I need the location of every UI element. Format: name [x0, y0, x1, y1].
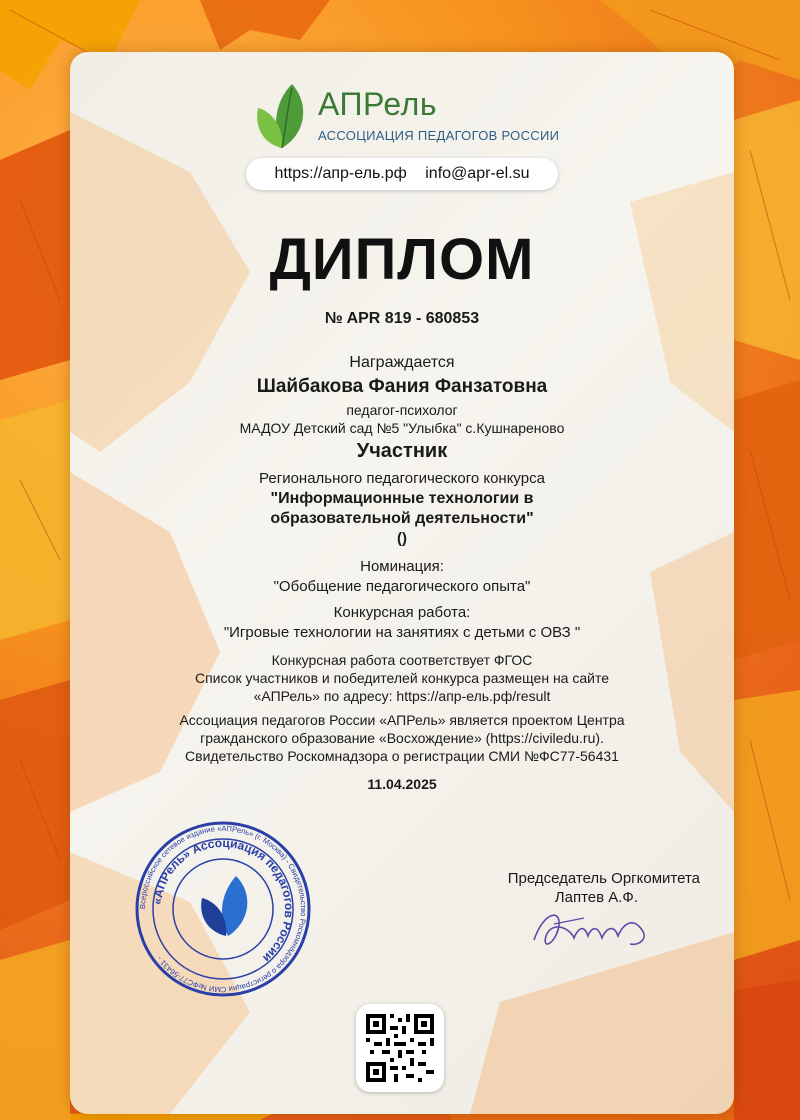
nomination-label: Номинация:: [360, 558, 444, 575]
logo-name: АПРель: [318, 86, 437, 122]
issue-date: 11.04.2025: [367, 776, 437, 792]
awarded-label: Награждается: [349, 354, 455, 371]
contest-name-line1: "Информационные технологии в: [270, 490, 534, 507]
chairman-name: Лаптев А.Ф.: [554, 889, 638, 906]
association-line1: Ассоциация педагогов России «АПРель» является проектом Центра: [179, 712, 625, 728]
qr-code-icon: [366, 1014, 434, 1082]
logo-subtitle: АССОЦИАЦИЯ ПЕДАГОГОВ РОССИИ: [318, 128, 560, 143]
award-status: Участник: [356, 440, 448, 462]
svg-text:«АПРель» Ассоциация педагогов: [150, 836, 296, 965]
note-fgos: Конкурсная работа соответствует ФГОС: [271, 652, 533, 668]
chairman-signature: [524, 900, 664, 960]
association-line2: гражданского образование «Восхождение» (https://civiledu.ru).: [200, 730, 604, 746]
work-value: "Игровые технологии на занятиях с детьми с ОВЗ ": [223, 624, 581, 641]
leaf-logo-icon: [252, 82, 308, 154]
website-link[interactable]: https://апр-ель.рф: [274, 165, 407, 182]
stamp-outer-text: Всероссийское сетевое издание «АПРель» (г. Москва) - Свидетельство Роскомнадзора о регистрации СМИ №ФС77-56431 -: [137, 823, 309, 995]
recipient-position: педагог-психолог: [346, 402, 458, 418]
qr-code-box[interactable]: [356, 1004, 444, 1092]
recipient-name: Шайбакова Фания Фанзатовна: [256, 376, 548, 397]
contest-name-line2: образовательной деятельности": [270, 510, 534, 527]
work-label: Конкурсная работа:: [333, 604, 471, 621]
note-address: «АПРель» по адресу: https://апр-ель.рф/result: [253, 688, 551, 704]
diploma-paper: [70, 52, 734, 1114]
contest-extra: (): [397, 530, 407, 547]
nomination-value: "Обобщение педагогического опыта": [273, 578, 531, 595]
stamp-leaf-icon: [201, 876, 247, 936]
organization-logo: [252, 80, 562, 160]
chairman-title: Председатель Оргкомитета: [507, 870, 700, 887]
diploma-number: № APR 819 - 680853: [324, 310, 480, 327]
contacts-pill: [246, 158, 558, 190]
official-stamp: [132, 818, 314, 1000]
document-title: ДИПЛОМ: [269, 227, 535, 292]
note-list: Список участников и победителей конкурса размещен на сайте: [194, 670, 609, 686]
association-line3: Свидетельство Роскомнадзора о регистрации СМИ №ФС77-56431: [185, 748, 619, 764]
stamp-inner-text: «АПРель» Ассоциация педагогов России: [150, 835, 297, 966]
recipient-organization: МАДОУ Детский сад №5 "Улыбка" с.Кушнареново: [239, 420, 565, 436]
contest-type: Регионального педагогического конкурса: [259, 470, 545, 487]
email-link[interactable]: info@apr-el.su: [425, 165, 530, 182]
